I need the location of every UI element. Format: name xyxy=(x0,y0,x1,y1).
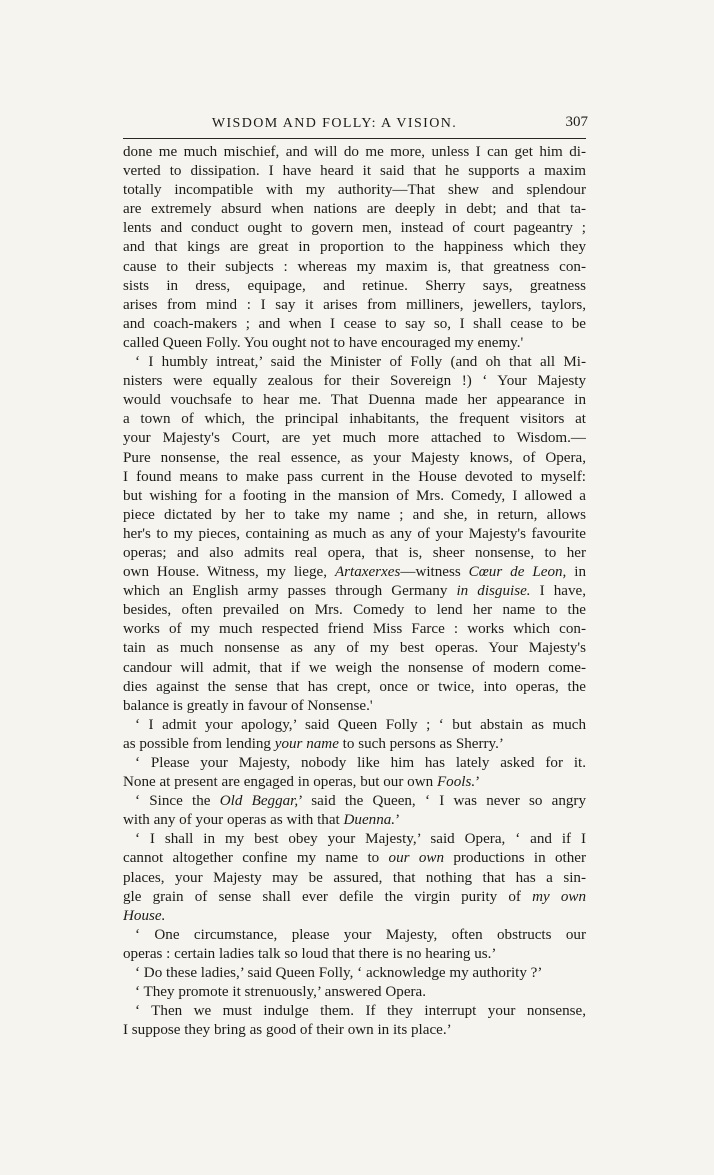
italic-text: Artaxerxes xyxy=(334,564,401,581)
line-text: as possible from lending xyxy=(123,735,275,752)
text-line xyxy=(123,1002,586,1021)
line-text: lents and conduct ought to govern men, instead of court pageantry ; xyxy=(123,220,586,237)
text-line xyxy=(123,792,586,811)
text-line xyxy=(123,563,586,582)
text-line xyxy=(123,238,586,257)
line-text: I suppose they bring as good of their own in its place.’ xyxy=(123,1022,452,1039)
text-line xyxy=(123,754,586,773)
line-text: own House. Witness, my liege, xyxy=(123,564,335,581)
text-line xyxy=(123,639,586,658)
italic-text: Duenna. xyxy=(343,812,396,829)
line-text: dies against the sense that has crept, once or twice, into operas, the xyxy=(123,678,586,695)
line-text: gle grain of sense shall ever defile the virgin purity of xyxy=(123,888,533,905)
line-text: ‘ Then we must indulge them. If they interrupt your nonsense, xyxy=(135,1003,586,1020)
line-text: verted to dissipation. I have heard it said that he supports a maxim xyxy=(123,163,586,180)
text-line xyxy=(123,926,586,945)
line-text: ‘ Since the xyxy=(135,793,220,810)
text-line xyxy=(123,716,586,735)
text-line xyxy=(123,468,586,487)
line-text: nisters were equally zealous for their Sovereign !) ‘ Your Majesty xyxy=(123,373,586,390)
text-line xyxy=(123,143,586,162)
line-text: your Majesty's Court, are yet much more attached to Wisdom.— xyxy=(123,430,586,447)
line-text: ‘ I humbly intreat,’ said the Minister of Folly (and oh that all Mi- xyxy=(135,354,586,371)
line-text: ’ xyxy=(395,812,401,829)
text-line xyxy=(123,181,586,200)
text-line xyxy=(123,849,586,868)
text-line xyxy=(123,620,586,639)
italic-text: Cœur de Leon, xyxy=(468,564,567,581)
text-line xyxy=(123,334,586,353)
text-line xyxy=(123,773,586,792)
line-text: called Queen Folly. You ought not to have encouraged my enemy.' xyxy=(123,334,524,351)
line-text: ‘ Please your Majesty, nobody like him has lately asked for it. xyxy=(135,755,586,771)
running-head xyxy=(123,112,586,136)
text-line xyxy=(123,544,586,563)
line-text: balance is greatly in favour of Nonsense.' xyxy=(123,697,373,714)
line-text: her's to my pieces, containing as much as any of your Majesty's favourite xyxy=(123,525,586,542)
line-text: arises from mind : I say it arises from milliners, jewellers, taylors, xyxy=(123,296,586,313)
line-text: cannot altogether confine my name to xyxy=(123,850,389,867)
text-line xyxy=(123,678,586,697)
line-text: productions in other xyxy=(444,850,586,867)
line-text: places, your Majesty may be assured, that nothing that has a sin- xyxy=(123,869,586,886)
text-line xyxy=(123,410,586,429)
line-text: are extremely absurd when nations are deeply in debt; and that ta- xyxy=(123,201,586,218)
text-line xyxy=(123,219,586,238)
text-line xyxy=(123,735,586,754)
running-title: WISDOM AND FOLLY: A VISION. xyxy=(211,116,458,131)
text-line xyxy=(123,888,586,907)
line-text: ‘ I shall in my best obey your Majesty,’ said Opera, ‘ and if I xyxy=(135,831,586,848)
italic-text: Old Beggar, xyxy=(219,793,299,810)
header-rule xyxy=(123,138,586,139)
line-text: candour will admit, that if we weigh the nonsense of modern come- xyxy=(123,659,586,676)
text-line xyxy=(123,315,586,334)
text-line xyxy=(123,277,586,296)
text-line xyxy=(123,258,586,277)
italic-text: Fools. xyxy=(436,774,476,791)
text-line xyxy=(123,830,586,849)
text-line xyxy=(123,659,586,678)
line-text: —witness xyxy=(400,564,469,581)
text-line xyxy=(123,601,586,620)
body-text xyxy=(123,143,586,1040)
line-text: sists in dress, equipage, and retinue. Sherry says, greatness xyxy=(123,277,586,294)
text-line xyxy=(123,964,586,983)
line-text: piece dictated by her to take my name ; and she, in return, allows xyxy=(123,506,586,523)
line-text: would vouchsafe to hear me. That Duenna made her appearance in xyxy=(123,392,586,409)
text-line xyxy=(123,449,586,468)
line-text: ‘ They promote it strenuously,’ answered Opera. xyxy=(135,984,427,1001)
italic-text: our own xyxy=(388,850,444,867)
line-text: in xyxy=(566,564,586,581)
text-line xyxy=(123,697,586,716)
italic-text: in disguise. xyxy=(456,583,531,600)
text-line xyxy=(123,525,586,544)
line-text: ’ said the Queen, ‘ I was never so angry xyxy=(298,793,586,810)
line-text: Pure nonsense, the real essence, as your Majesty knows, of Opera, xyxy=(123,449,586,466)
italic-text: my own xyxy=(532,888,586,905)
text-line xyxy=(123,811,586,830)
text-line xyxy=(123,353,586,372)
text-line xyxy=(123,945,586,964)
text-line xyxy=(123,869,586,888)
line-text: ‘ I admit your apology,’ said Queen Folly ; ‘ but abstain as much xyxy=(135,716,586,733)
line-text: but wishing for a footing in the mansion of Mrs. Comedy, I allowed a xyxy=(123,487,586,504)
line-text: which an English army passes through Germany xyxy=(123,583,457,600)
line-text: and coach-makers ; and when I cease to say so, I shall cease to be xyxy=(123,315,586,332)
line-text: None at present are engaged in operas, but our own xyxy=(123,774,437,791)
text-line xyxy=(123,983,586,1002)
text-line xyxy=(123,506,586,525)
line-text: with any of your operas as with that xyxy=(123,812,344,829)
line-text: works of my much respected friend Miss Farce : works which con- xyxy=(123,621,586,638)
italic-text: House. xyxy=(123,907,166,924)
line-text: operas; and also admits real opera, that is, sheer nonsense, to her xyxy=(123,544,586,561)
line-text: totally incompatible with my authority—That shew and splendour xyxy=(123,182,586,199)
text-line xyxy=(123,162,586,181)
text-line xyxy=(123,296,586,315)
page-number: 307 xyxy=(565,114,588,130)
text-line xyxy=(123,487,586,506)
line-text: and that kings are great in proportion to the happiness which they xyxy=(123,239,586,256)
line-text: besides, often prevailed on Mrs. Comedy to lend her name to the xyxy=(123,602,586,619)
text-line xyxy=(123,391,586,410)
text-line xyxy=(123,907,586,926)
text-line xyxy=(123,1021,586,1040)
line-text: tain as much nonsense as any of my best operas. Your Majesty's xyxy=(123,640,586,657)
line-text: cause to their subjects : whereas my maxim is, that greatness con- xyxy=(123,258,586,275)
text-line xyxy=(123,582,586,601)
line-text: I have, xyxy=(530,583,586,600)
text-line xyxy=(123,372,586,391)
line-text: a town of which, the principal inhabitants, the frequent visitors at xyxy=(123,411,586,428)
text-line xyxy=(123,200,586,219)
text-line xyxy=(123,429,586,448)
line-text: I found means to make pass current in the House devoted to myself: xyxy=(123,468,586,485)
line-text: ‘ Do these ladies,’ said Queen Folly, ‘ acknowledge my authority ?’ xyxy=(135,965,543,982)
line-text: done me much mischief, and will do me more, unless I can get him di- xyxy=(123,144,586,160)
line-text: to such persons as Sherry.’ xyxy=(338,735,504,752)
line-text: ‘ One circumstance, please your Majesty, often obstructs our xyxy=(135,926,586,943)
line-text: ’ xyxy=(475,774,481,791)
italic-text: your name xyxy=(274,735,339,752)
line-text: operas : certain ladies talk so loud that there is no hearing us.’ xyxy=(123,945,497,962)
